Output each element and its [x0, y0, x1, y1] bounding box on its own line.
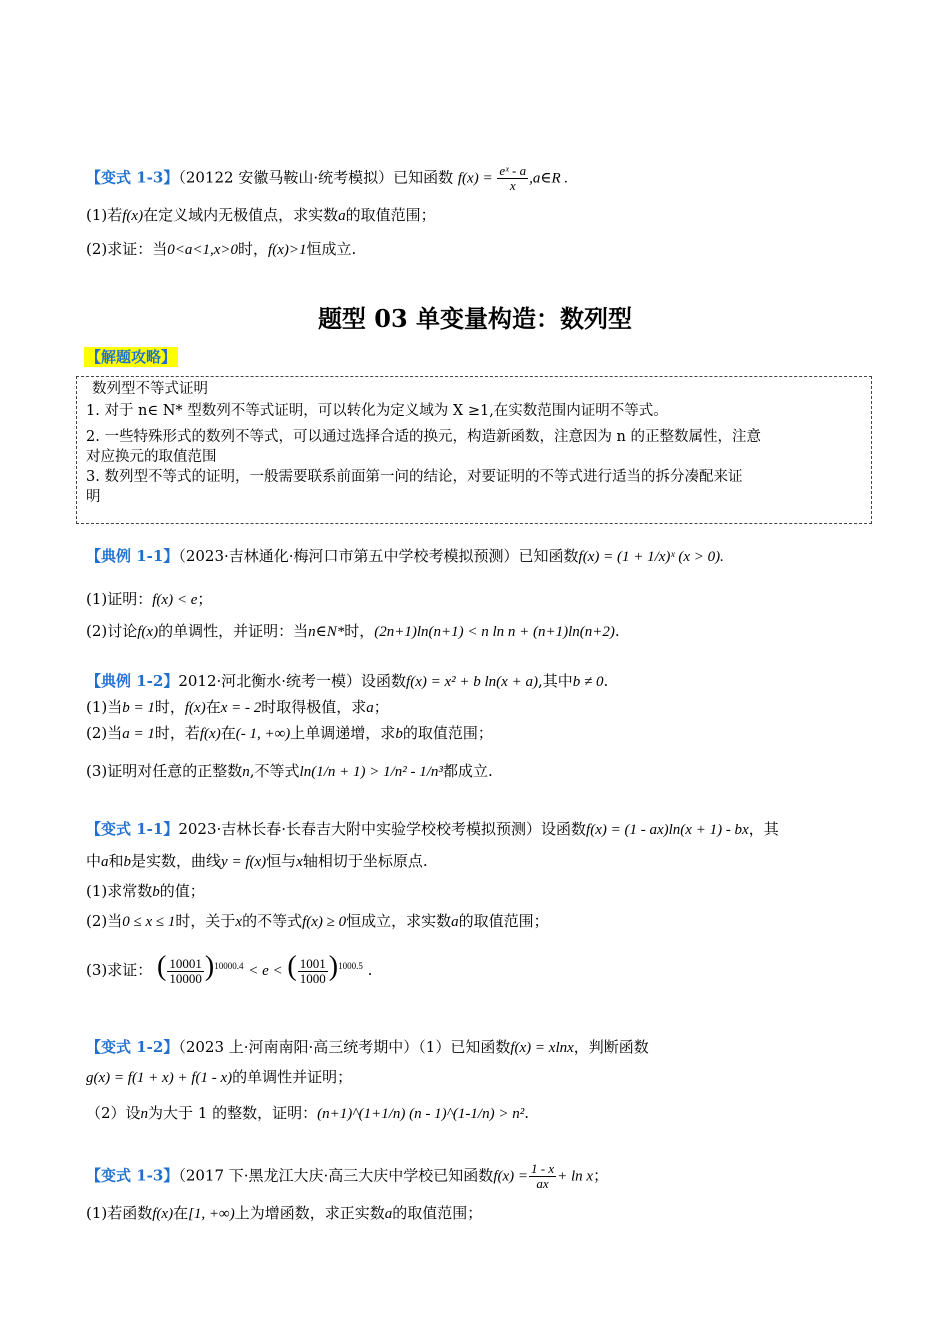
- variant-1-1-q1: (1)求常数b的值；: [86, 882, 205, 900]
- fraction: $\frac{1001}{1000}$: [299, 955, 326, 986]
- fraction: $\frac{1 - x}{ax}$: [531, 1161, 555, 1191]
- fraction: $\frac{10001}{10000}$: [169, 955, 202, 986]
- example-1-1-header: 【典例 1-1】（2023·吉林通化·梅河口市第五中学校考模拟预测）已知函数f(x) = (1 + 1/x)ˣ (x > 0).: [86, 547, 724, 565]
- variant-1-3b-q1: (1)若函数f(x)在[1, +∞)上为增函数，求正实数a的取值范围；: [86, 1204, 483, 1222]
- box-line-6: 明: [86, 489, 101, 505]
- variant-tag: 【变式 1-3】: [86, 168, 179, 187]
- variant-1-2-line2: g(x) = f(1 + x) + f(1 - x)的单调性并证明；: [86, 1068, 353, 1086]
- box-line-3: 2. 一些特殊形式的数列不等式，可以通过选择合适的换元，构造新函数，注意因为 n 的正整数属性，注意: [86, 429, 761, 445]
- variant-1-1-line2: 中a和b是实数，曲线y = f(x)恒与x轴相切于坐标原点.: [86, 852, 428, 870]
- section-title: 题型 03 单变量构造：数列型: [317, 304, 633, 333]
- variant-1-3-header: 【变式 1-3】（20122 安徽马鞍山·统考模拟）已知函数 f(x) = $\frac{\text{eˣ - a}}{x}$ ,a∈R .: [86, 163, 569, 193]
- example-1-2-q2: (2)当a = 1时，若f(x)在(- 1, +∞)上单调递增，求b的取值范围；: [86, 724, 493, 742]
- example-1-1-q2: (2)讨论f(x)的单调性，并证明：当n∈N*时，(2n+1)ln(n+1) < n ln n + (n+1)ln(n+2).: [86, 622, 620, 640]
- fraction: $\frac{\text{eˣ - a}}{x}$: [499, 163, 527, 193]
- example-1-1-q1: (1)证明：f(x) < e；: [86, 590, 213, 608]
- box-line-4: 对应换元的取值范围: [86, 449, 217, 465]
- variant-1-1-header: 【变式 1-1】2023·吉林长春·长春吉大附中实验学校校考模拟预测）设函数f(x) = (1 - ax)ln(x + 1) - bx，其: [86, 820, 779, 838]
- strategy-label: 【解题攻略】: [86, 348, 177, 366]
- variant-1-1-q3: (3)求证： ( $\frac{10001}{10000}$ )$^{10000.4}$ < e < ( $\frac{1001}{1000}$ )$^{1000.5}$ .: [86, 951, 373, 986]
- variant-1-3b-header: 【变式 1-3】（2017 下·黑龙江大庆·高三大庆中学校已知函数f(x) = $\frac{1 - x}{ax}$ + ln x；: [86, 1161, 609, 1191]
- question-1: (1)若f(x)在定义域内无极值点，求实数a的取值范围；: [86, 206, 436, 224]
- box-line-1: 数列型不等式证明: [92, 381, 208, 397]
- box-line-5: 3. 数列型不等式的证明，一般需要联系前面第一问的结论，对要证明的不等式进行适当的拆分凑配来证: [86, 469, 743, 485]
- question-2: (2)求证：当0<a<1,x>0时，f(x)>1恒成立.: [86, 240, 357, 258]
- box-line-2: 1. 对于 n∈ N* 型数列不等式证明，可以转化为定义域为 X ≥1,在实数范围内证明不等式。: [86, 403, 668, 419]
- example-1-2-q1: (1)当b = 1时，f(x)在x = - 2时取得极值，求a；: [86, 698, 389, 716]
- variant-1-1-q2: (2)当0 ≤ x ≤ 1时，关于x的不等式f(x) ≥ 0恒成立，求实数a的取值范围；: [86, 912, 549, 930]
- variant-1-2-header: 【变式 1-2】（2023 上·河南南阳·高三统考期中）（1）已知函数f(x) = xlnx，判断函数: [86, 1038, 649, 1056]
- example-1-2-header: 【典例 1-2】2012·河北衡水·统考一模）设函数f(x) = x² + b ln(x + a),其中b ≠ 0.: [86, 672, 609, 690]
- variant-1-2-q2: （2）设n为大于 1 的整数，证明：(n+1)^(1+1/n) (n - 1)^(1-1/n) > n².: [86, 1104, 529, 1122]
- example-1-2-q3: (3)证明对任意的正整数n,不等式ln(1/n + 1) > 1/n² - 1/n³都成立.: [86, 762, 493, 780]
